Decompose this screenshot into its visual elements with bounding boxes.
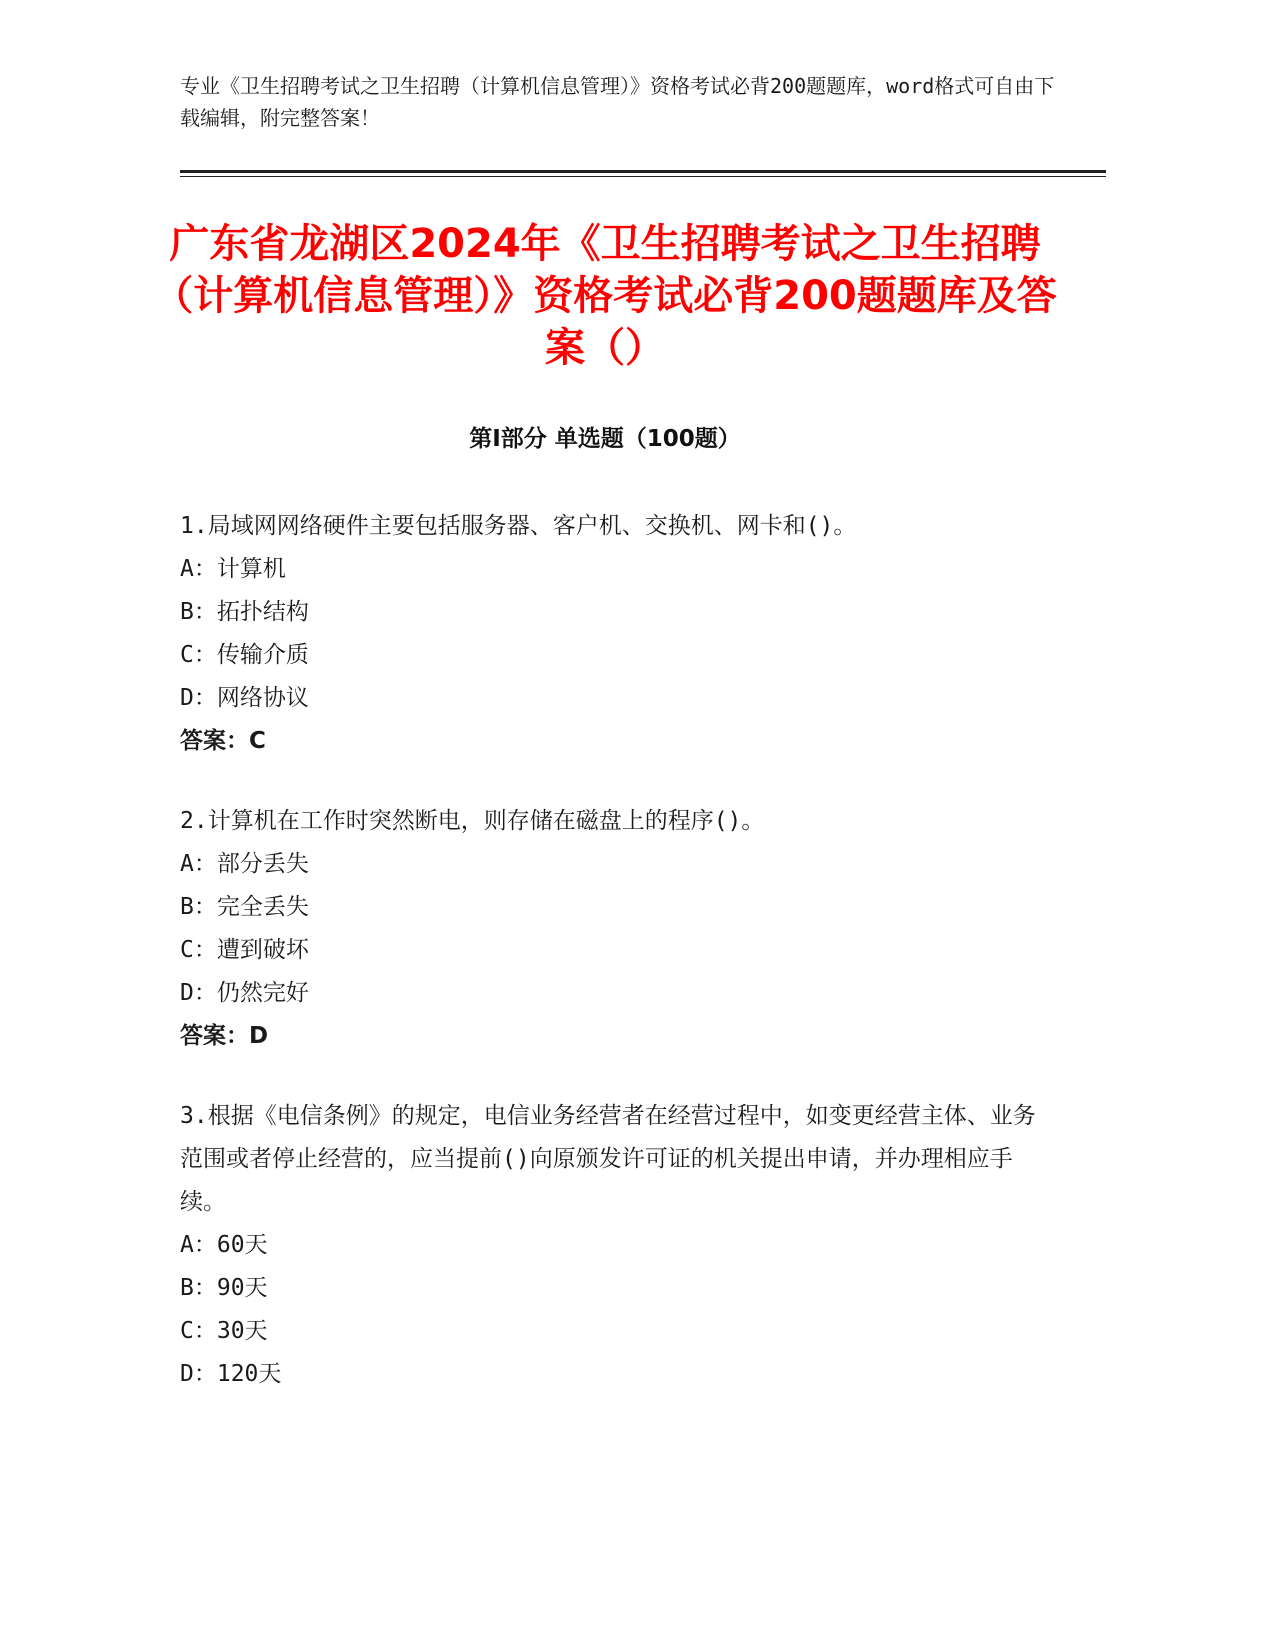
option-b: B：90天 <box>180 1275 268 1301</box>
question-item <box>180 800 1040 1058</box>
option-a: A：60天 <box>180 1232 268 1258</box>
option-b: B：完全丢失 <box>180 894 309 920</box>
answer-label: 答案：D <box>180 1023 269 1049</box>
option-d: D：网络协议 <box>180 685 309 711</box>
section-title: 第I部分 单选题（100题） <box>469 426 741 452</box>
question-list <box>180 505 1040 1433</box>
document-title: 广东省龙湖区2024年《卫生招聘考试之卫生招聘（计算机信息管理）》资格考试必背200题题库及答案（） <box>153 221 1057 371</box>
question-item <box>180 505 1040 763</box>
question-stem: 1.局域网网络硬件主要包括服务器、客户机、交换机、网卡和()。 <box>180 513 857 539</box>
option-c: C：30天 <box>180 1318 268 1344</box>
option-a: A：部分丢失 <box>180 851 309 877</box>
option-d: D：仍然完好 <box>180 980 309 1006</box>
option-a: A：计算机 <box>180 556 286 582</box>
header-divider-thick <box>180 170 1106 173</box>
header-note: 专业《卫生招聘考试之卫生招聘（计算机信息管理）》资格考试必背200题题库，word格式可自由下载编辑，附完整答案！ <box>180 74 1055 130</box>
header-divider-thin <box>180 176 1106 177</box>
question-stem: 3.根据《电信条例》的规定，电信业务经营者在经营过程中，如变更经营主体、业务范围或者停止经营的，应当提前()向原颁发许可证的机关提出申请，并办理相应手续。 <box>180 1103 1036 1215</box>
question-stem: 2.计算机在工作时突然断电，则存储在磁盘上的程序()。 <box>180 808 765 834</box>
option-c: C：遭到破坏 <box>180 937 309 963</box>
option-c: C：传输介质 <box>180 642 309 668</box>
question-item <box>180 1095 1040 1396</box>
option-b: B：拓扑结构 <box>180 599 309 625</box>
option-d: D：120天 <box>180 1361 282 1387</box>
answer-label: 答案：C <box>180 728 266 754</box>
